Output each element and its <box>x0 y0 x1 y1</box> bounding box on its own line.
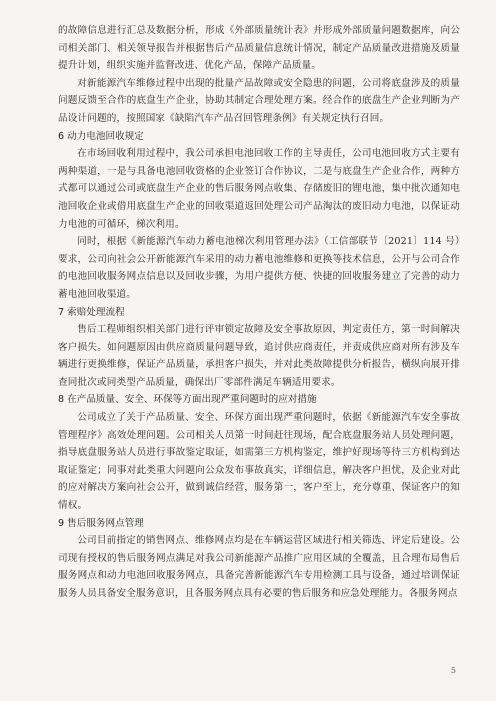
body-paragraph: 的故障信息进行汇总及数据分析，形成《外部质量统计表》并形成外部质量问题数据库，向公司相关部门、相关领导报告并根据售后产品质量信息统计情况，制定产品质量改进措施及质量提升计划，组织实施并监督改进、优化产品，保障产品质量。 <box>58 25 460 72</box>
body-paragraph: 公司目前指定的销售网点、维修网点均是在车辆运营区域进行相关筛选、评定后建设。公司现有授权的售后服务网点满足对我公司新能源产品推广应用区域的全覆盖，且合理布局售后服务网点和动力电池回收服务网点，具备完善新能源汽车专用检测工具与设备，通过培训保证服务人员具备安全服务意识，且各服务网点具有必要的售后服务和应急处理能力。各服务网点 <box>58 535 460 599</box>
page-number: 5 <box>450 666 456 675</box>
document-body <box>58 22 460 603</box>
section-heading: 8 在产品质量、安全、环保等方面出现严重问题时的应对措施 <box>58 394 317 406</box>
body-paragraph: 售后工程师组织相关部门进行评审锁定故障及安全事故原因，判定责任方，第一时间解决客户损失。如问题原因由供应商质量问题导致，追讨供应商责任，并责成供应商对所有涉及车辆进行更换维修，保证产品质量，承担客户损失，并对此类故障提供分析报告，横纵向展开排查同批次或同类型产品质量，确保出厂零部件满足车辆适用要求。 <box>58 324 460 388</box>
section-heading: 9 售后服务网点管理 <box>58 517 144 529</box>
body-paragraph: 在市场回收利用过程中，我公司承担电池回收工作的主导责任，公司电池回收方式主要有两种渠道，一是与具备电池回收资格的企业签订合作协议，二是与底盘生产企业合作，两种方式都可以通过公司或底盘生产企业的售后服务网点收集、存储废旧的锂电池，集中批次通知电池回收企业或借用底盘生产企业的回收渠道返回处理公司产品淘汰的废旧动力电池，以保证动力电池的可循环，梯次利用。 <box>58 148 460 230</box>
section-heading: 7 索赔处理流程 <box>58 306 125 318</box>
section-heading: 6 动力电池回收规定 <box>58 130 144 142</box>
body-paragraph: 同时，根据《新能源汽车动力蓄电池梯次利用管理办法》（工信部联节〔2021〕114 号）要求，公司向社会公开新能源汽车采用的动力蓄电池维修和更换等技术信息，公开与公司合作的电池回收服务网点信息以及回收步骤，为用户提供方便、快捷的回收服务建立了完善的动力蓄电池回收渠道。 <box>58 236 460 300</box>
body-paragraph: 公司成立了关于产品质量、安全、环保方面出现严重问题时，依据《新能源汽车安全事故管理程序》高效处理问题。公司相关人员第一时间赶往现场，配合底盘服务站人员处理问题，指导底盘服务站人员进行事故鉴定取证，如需第三方机构鉴定，维护好现场等待三方机构到达取证鉴定；同事对此类重大问题向公众发布事故真实，详细信息，解决客户担忧，及企业对此的应对解决方案向社会公开，做到诚信经营，服务第一，客户至上，充分尊重、保证客户的知情权。 <box>58 412 460 512</box>
body-paragraph: 对新能源汽车维修过程中出现的批量产品故障或安全隐患的问题，公司将底盘涉及的质量问题反馈至合作的底盘生产企业，协助其制定合理处理方案。经合作的底盘生产企业判断为产品设计问题的，按照国家《缺陷汽车产品召回管理条例》有关规定执行召回。 <box>58 77 460 124</box>
